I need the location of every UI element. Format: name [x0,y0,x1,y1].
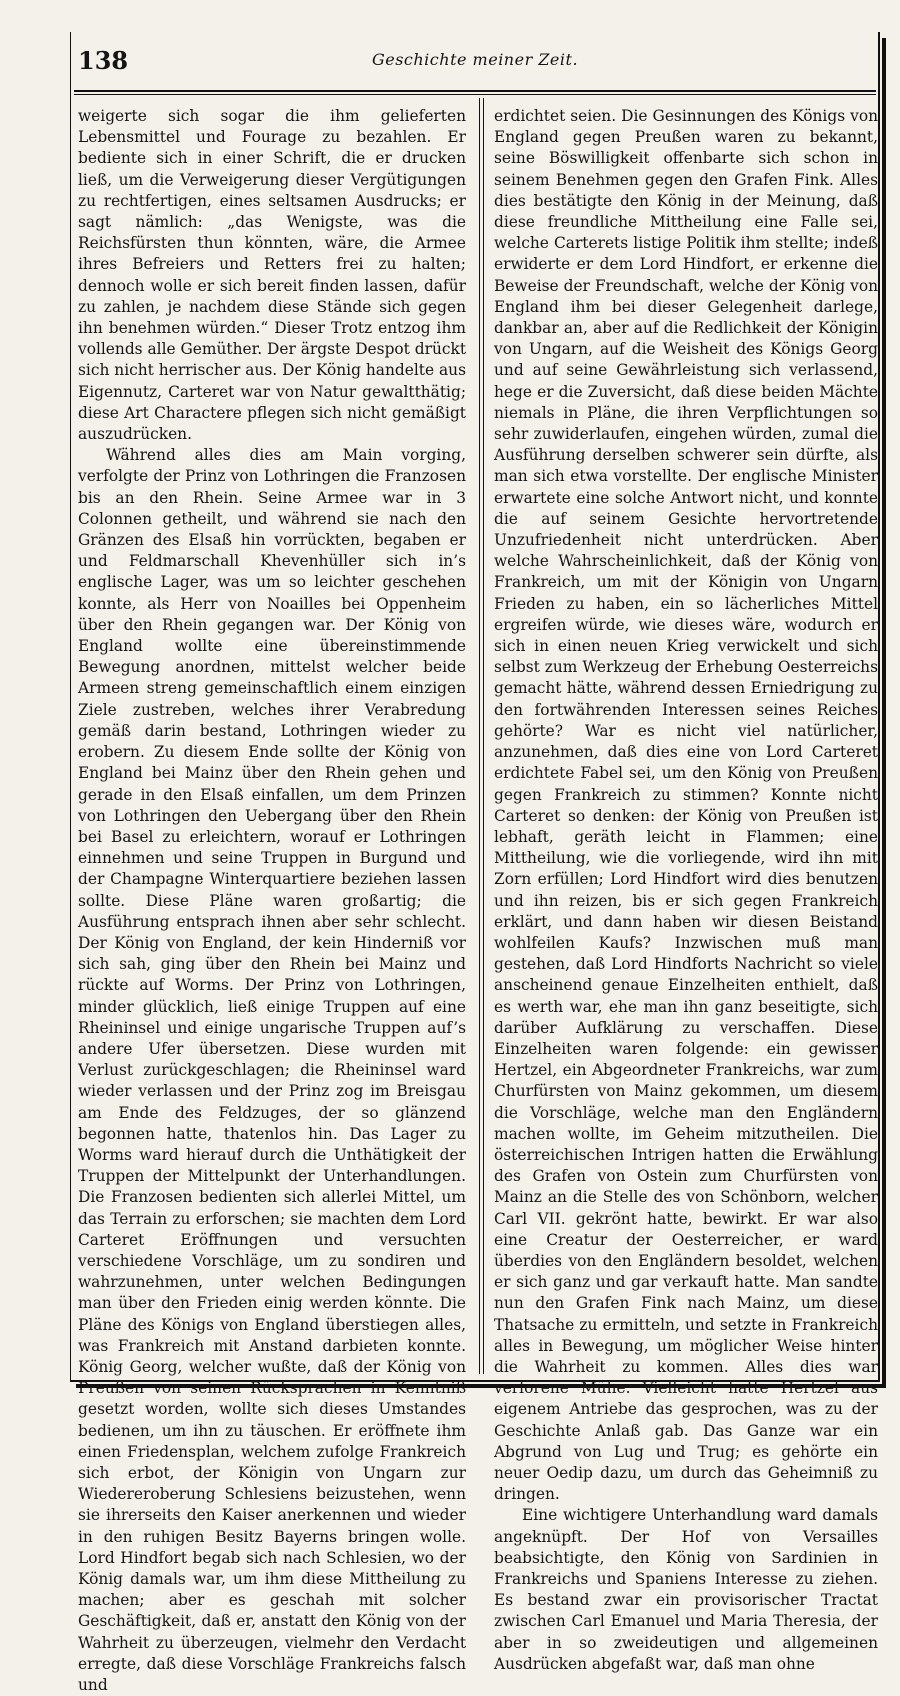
frame-shadow-right [882,38,886,1388]
paragraph: Eine wichtigere Unterhandlung ward damals angeknüpft. Der Hof von Versailles beabsichtigte, den König von Sardinien in Frankreichs und Spaniens Interesse zu ziehen. Es bestand zwar ein provisorischer Tractat zwischen Carl Emanuel und Maria Theresia, der aber in so zweideutigen und allgemeinen Ausdrücken abgefaßt war, daß man ohne [494,1506,878,1673]
column-divider [479,98,484,1374]
left-column [78,106,470,1695]
page-frame [70,32,880,1695]
page-header [74,46,876,90]
header-rule-thin [74,94,876,95]
page-number: 138 [78,46,129,75]
paragraph: weigerte sich sogar die ihm gelieferten Lebensmittel und Fourage zu bezahlen. Er bediente sich in einer Schrift, die er drucken ließ, um die Verweigerung dieser Vergütigungen zu rechtfertigen, eines seltsamen Ausdrucks; er sagt nämlich: „das Wenigste, was die Reichsfürsten thun könnten, wäre, die Armee ihres Befreiers und Retters frei zu halten; dennoch wolle er sich bereit finden lassen, dafür zu zahlen, je nachdem diese Stände sich gegen ihn benehmen würden.“ Dieser Trotz entzog ihm vollends alle Gemüther. Der ärgste Despot drückt sich nicht herrischer aus. Der König handelte aus Eigennutz, Carteret war von Natur gewaltthätig; diese Art Charactere pflegen sich nicht gemäßigt auszudrücken. [78,107,467,444]
text-columns [74,98,878,1695]
paragraph: Während alles dies am Main vorging, verfolgte der Prinz von Lothringen die Franzosen bis an den Rhein. Seine Armee war in 3 Colonnen getheilt, und während sie nach den Gränzen des Elsaß hin vorrückten, begaben er und Feldmarschall Khevenhüller sich in’s englische Lager, was um so leichter geschehen konnte, als Herr von Noailles bei Oppenheim über den Rhein gegangen war. Der König von England wollte eine übereinstimmende Bewegung anordnen, mittelst welcher beide Armeen streng gemeinschaftlich einem einzigen Ziele zustreben, welches ihrer Verabredung gemäß darin bestand, Lothringen wieder zu erobern. Zu diesem Ende sollte der König von England bei Mainz über den Rhein gehen und gerade in den Elsaß einfallen, um dem Prinzen von Lothringen den Uebergang über den Rhein bei Basel zu erleichtern, worauf er Lothringen einnehmen und seine Truppen in Burgund und der Champagne Winterquartiere beziehen lassen sollte. Diese Pläne waren großartig; die Ausführung entsprach ihnen aber sehr schlecht. Der König von England, der kein Hinderniß vor sich sah, ging über den Rhein bei Mainz und rückte auf Worms. Der Prinz von Lothringen, minder glücklich, ließ einige Truppen auf eine Rheininsel und einige ungarische Truppen auf’s andere Ufer übersetzen. Diese wurden mit Verlust zurückgeschlagen; die Rheininsel ward wieder verlassen und der Prinz zog im Breisgau am Ende des Feldzuges, der so glänzend begonnen hatte, thatenlos hin. Das Lager zu Worms ward hierauf durch die Unthätigkeit der Truppen der Mittelpunkt der Unterhandlungen. Die Franzosen bedienten sich allerlei Mittel, um das Terrain zu erforschen; sie machten dem Lord Carteret Eröffnungen und versuchten verschiedene Vorschläge, um zu sondiren und wahrzunehmen, unter welchen Bedingungen man über den Frieden einig werden könnte. Die Pläne des Königs von England überstiegen alles, was Frankreich mit Anstand darbieten konnte. König Georg, welcher wußte, daß der König von Preußen von seinen Rücksprachen in Kenntniß gesetzt worden, wollte sich dieses Umstandes bedienen, um ihn zu täuschen. Er eröffnete ihm einen Friedensplan, welchem zufolge Frankreich sich erbot, der Königin von Ungarn zur Wiedereroberung Schlesiens beizustehen, wenn sie ihrerseits den Kaiser anerkennen und wieder in den ruhigen Besitz Bayerns bringen wolle. Lord Hindfort begab sich nach Schlesien, wo der König damals war, um ihm diese Mittheilung zu machen; aber es geschah mit solcher Geschäftigkeit, daß er, anstatt den König von der Wahrheit zu überzeugen, vielmehr den Verdacht erregte, daß diese Vorschläge Frankreichs falsch und [78,446,466,1695]
running-title: Geschichte meiner Zeit. [371,50,579,69]
header-rule [74,90,876,92]
right-column [490,106,878,1673]
paragraph: erdichtet seien. Die Gesinnungen des Königs von England gegen Preußen waren zu bekannt, seine Böswilligkeit offenbarte sich schon in seinem Benehmen gegen den Grafen Fink. Alles dies bestätigte den König in der Meinung, daß diese freundliche Mittheilung eine Falle sei, welche Carterets listige Politik ihm stellte; indeß erwiderte er dem Lord Hindfort, er erkenne die Beweise der Freundschaft, welche der König von England ihm bei dieser Gelegenheit darlege, dankbar an, aber auf die Redlichkeit der Königin von Ungarn, auf die Weisheit des Königs Georg und auf seine Gewährleistung sich verlassend, hege er die Zuversicht, daß diese beiden Mächte niemals in Pläne, die ihren Verpflichtungen so sehr zuwiderlaufen, eingehen würden, zumal die Ausführung derselben schwerer sein dürfte, als man sich etwa vorstellte. Der englische Minister erwartete eine solche Antwort nicht, und konnte die auf seinem Gesichte hervortretende Unzufriedenheit nicht unterdrücken. Aber welche Wahrscheinlichkeit, daß der König von Frankreich, um mit der Königin von Ungarn Frieden zu haben, ein so lächerliches Mittel ergreifen würde, wie dieses wäre, wodurch er sich in einen neuen Krieg verwickelt und sich selbst zum Werkzeug der Erhebung Oesterreichs gemacht hätte, während dessen Erniedrigung zu den fortwährenden Interessen seines Reiches gehörte? War es nicht viel natürlicher, anzunehmen, daß dies eine von Lord Carteret erdichtete Fabel sei, um den König von Preußen gegen Frankreich zu stimmen? Konnte nicht Carteret so denken: der König von Preußen ist lebhaft, geräth leicht in Flammen; eine Mittheilung, wie die vorliegende, wird ihn mit Zorn erfüllen; Lord Hindfort wird dies benutzen und ihn reizen, bis er sich gegen Frankreich erklärt, und dann haben wir diesen Beistand wohlfeilen Kaufs? Inzwischen muß man gestehen, daß Lord Hindforts Nachricht so viele anscheinend genaue Einzelheiten enthielt, daß es werth war, ehe man ihn ganz beseitigte, sich darüber Aufklärung zu verschaffen. Diese Einzelheiten waren folgende: ein gewisser Hertzel, ein Abgeordneter Frankreichs, war zum Churfürsten von Mainz gekommen, um diesem die Vorschläge, welche man den Engländern machen wollte, im Geheim mitzutheilen. Die österreichischen Intrigen hatten die Erwählung des Grafen von Ostein zum Churfürsten von Mainz an die Stelle des von Schönborn, welcher Carl VII. gekrönt hatte, bewirkt. Er war also eine Creatur der Oesterreicher, er ward überdies von den Engländern besoldet, welchen er sich ganz und gar verkauft hatte. Man sandte nun den Grafen Fink nach Mainz, um diese Thatsache zu ermitteln, und setzte in Frankreich alles in Bewegung, um möglicher Weise hinter die Wahrheit zu kommen. Alles dies war verlorene Mühe. Vielleicht hatte Hertzel aus eigenem Antriebe das gesprochen, was zu der Geschichte Anlaß gab. Das Ganze war ein Abgrund von Lug und Trug; es gehörte ein neuer Oedip dazu, um durch das Geheimniß zu dringen. [494,107,878,1504]
